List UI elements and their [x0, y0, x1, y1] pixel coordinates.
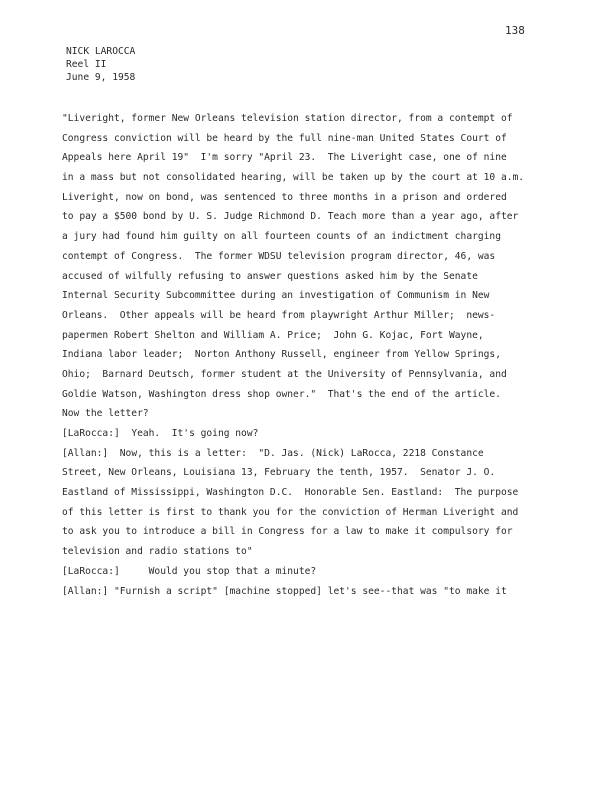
- speech-text: Would you stop that a minute?: [119, 565, 317, 577]
- text-line: Liveright, now on bond, was sentenced to three months in a prison and ordered: [62, 191, 507, 203]
- page-number: 138: [505, 24, 525, 37]
- reel-label: Reel II: [66, 59, 107, 70]
- speaker-label: [LaRocca:]: [62, 565, 120, 577]
- text-line: to pay a $500 bond by U. S. Judge Richmond D. Teach more than a year ago, after: [62, 211, 519, 223]
- speech-text: Yeah. It's going now?: [119, 428, 259, 439]
- transcript-body: [62, 109, 592, 601]
- text-line: [62, 582, 592, 602]
- dialogue-entry: [62, 444, 592, 562]
- interviewee-name: NICK LAROCCA: [66, 46, 136, 57]
- article-paragraph: [62, 109, 592, 424]
- text-line: a jury had found him guilty on all fourteen counts of an indictment charging: [62, 231, 501, 243]
- speaker-label: [Allan:]: [62, 585, 109, 597]
- text-line: Now the letter?: [62, 408, 149, 420]
- text-line: of this letter is first to thank you for the conviction of Herman Liveright and: [62, 506, 519, 518]
- text-line: Orleans. Other appeals will be heard from playwright Arthur Miller; news-: [62, 309, 496, 321]
- dialogue-entry: [62, 424, 592, 444]
- text-line: Internal Security Subcommittee during an investigation of Communism in New: [62, 290, 490, 302]
- text-line: to ask you to introduce a bill in Congress for a law to make it compulsory for: [62, 526, 513, 538]
- text-line: television and radio stations to": [62, 546, 253, 558]
- dialogue-entry: [62, 582, 592, 602]
- text-line: Street, New Orleans, Louisiana 13, February the tenth, 1957. Senator J. O.: [62, 467, 496, 479]
- speaker-label: [LaRocca:]: [62, 428, 120, 439]
- text-line: accused of wilfully refusing to answer questions asked him by the Senate: [62, 270, 478, 282]
- text-line: contempt of Congress. The former WDSU television program director, 46, was: [62, 250, 496, 262]
- speech-text: Now, this is a letter: "D. Jas. (Nick) LaRocca, 2218 Constance: [108, 447, 484, 459]
- text-line: Congress conviction will be heard by the full nine-man United States Court of: [62, 132, 507, 144]
- text-line: [62, 444, 592, 464]
- text-line: Appeals here April 19" I'm sorry "April 23. The Liveright case, one of nine: [62, 152, 507, 164]
- speaker-label: [Allan:]: [62, 447, 109, 459]
- text-line: in a mass but not consolidated hearing, will be taken up by the court at 10 a.m.: [62, 172, 525, 184]
- text-line: [62, 562, 592, 582]
- text-line: "Liveright, former New Orleans television station director, from a contempt of: [62, 113, 513, 124]
- interview-date: June 9, 1958: [66, 72, 136, 83]
- interview-header: [66, 45, 135, 84]
- dialogue-entry: [62, 562, 592, 582]
- text-line: Goldie Watson, Washington dress shop owner." That's the end of the article.: [62, 388, 501, 400]
- text-line: Ohio; Barnard Deutsch, former student at the University of Pennsylvania, and: [62, 368, 507, 380]
- text-line: papermen Robert Shelton and William A. Price; John G. Kojac, Fort Wayne,: [62, 329, 484, 341]
- speech-text: "Furnish a script" [machine stopped] let's see--that was "to make it: [108, 585, 507, 597]
- text-line: Indiana labor leader; Norton Anthony Russell, engineer from Yellow Springs,: [62, 349, 501, 361]
- text-line: Eastland of Mississippi, Washington D.C. Honorable Sen. Eastland: The purpose: [62, 487, 519, 499]
- text-line: [62, 424, 592, 444]
